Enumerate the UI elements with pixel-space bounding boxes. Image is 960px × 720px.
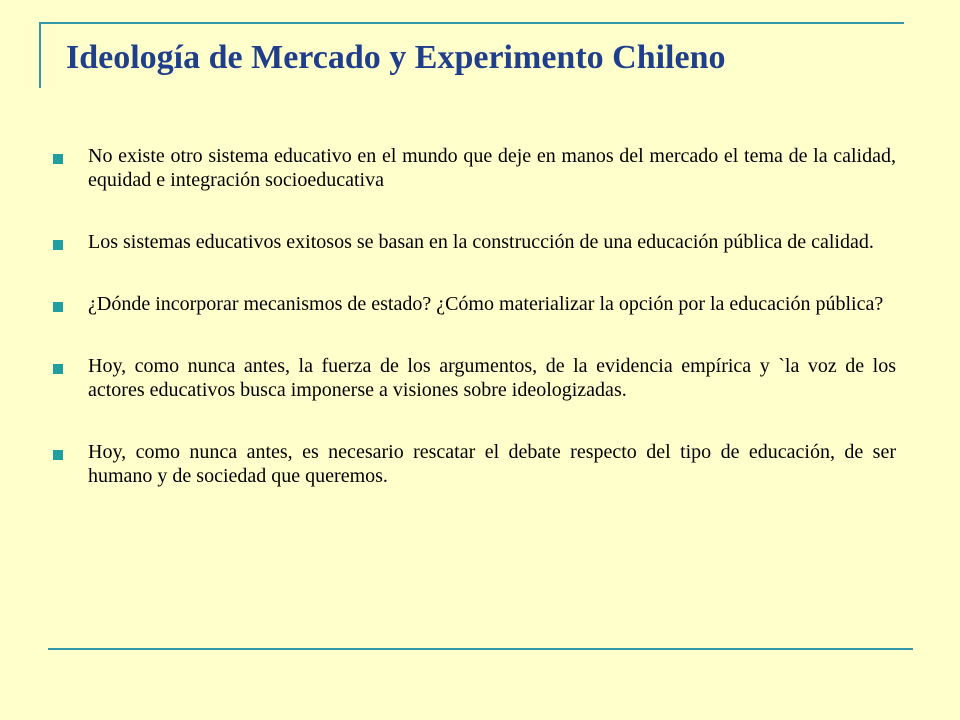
slide-title: Ideología de Mercado y Experimento Chileno	[66, 39, 726, 76]
bullet-text: No existe otro sistema educativo en el mundo que deje en manos del mercado el tema de la calidad, equidad e integración socioeducativa	[88, 145, 896, 191]
bullet-item	[48, 230, 896, 254]
title-frame-left-line	[39, 22, 41, 88]
bullet-list	[48, 144, 896, 526]
bullet-item	[48, 292, 896, 316]
bullet-item	[48, 144, 896, 192]
title-frame-top-line	[39, 22, 904, 24]
bullet-item	[48, 354, 896, 402]
bullet-text: Hoy, como nunca antes, es necesario rescatar el debate respecto del tipo de educación, de ser humano y de sociedad que queremos.	[88, 441, 896, 487]
square-bullet-icon	[53, 302, 63, 312]
square-bullet-icon	[53, 240, 63, 250]
square-bullet-icon	[53, 450, 63, 460]
bullet-text: ¿Dónde incorporar mecanismos de estado? ¿Cómo materializar la opción por la educación pública?	[88, 293, 884, 315]
bullet-item	[48, 440, 896, 488]
square-bullet-icon	[53, 154, 63, 164]
footer-divider-line	[48, 648, 913, 650]
bullet-text: Hoy, como nunca antes, la fuerza de los argumentos, de la evidencia empírica y `la voz de los actores educativos busca imponerse a visiones sobre ideologizadas.	[88, 355, 896, 401]
bullet-text: Los sistemas educativos exitosos se basan en la construcción de una educación pública de calidad.	[88, 231, 874, 253]
square-bullet-icon	[53, 364, 63, 374]
